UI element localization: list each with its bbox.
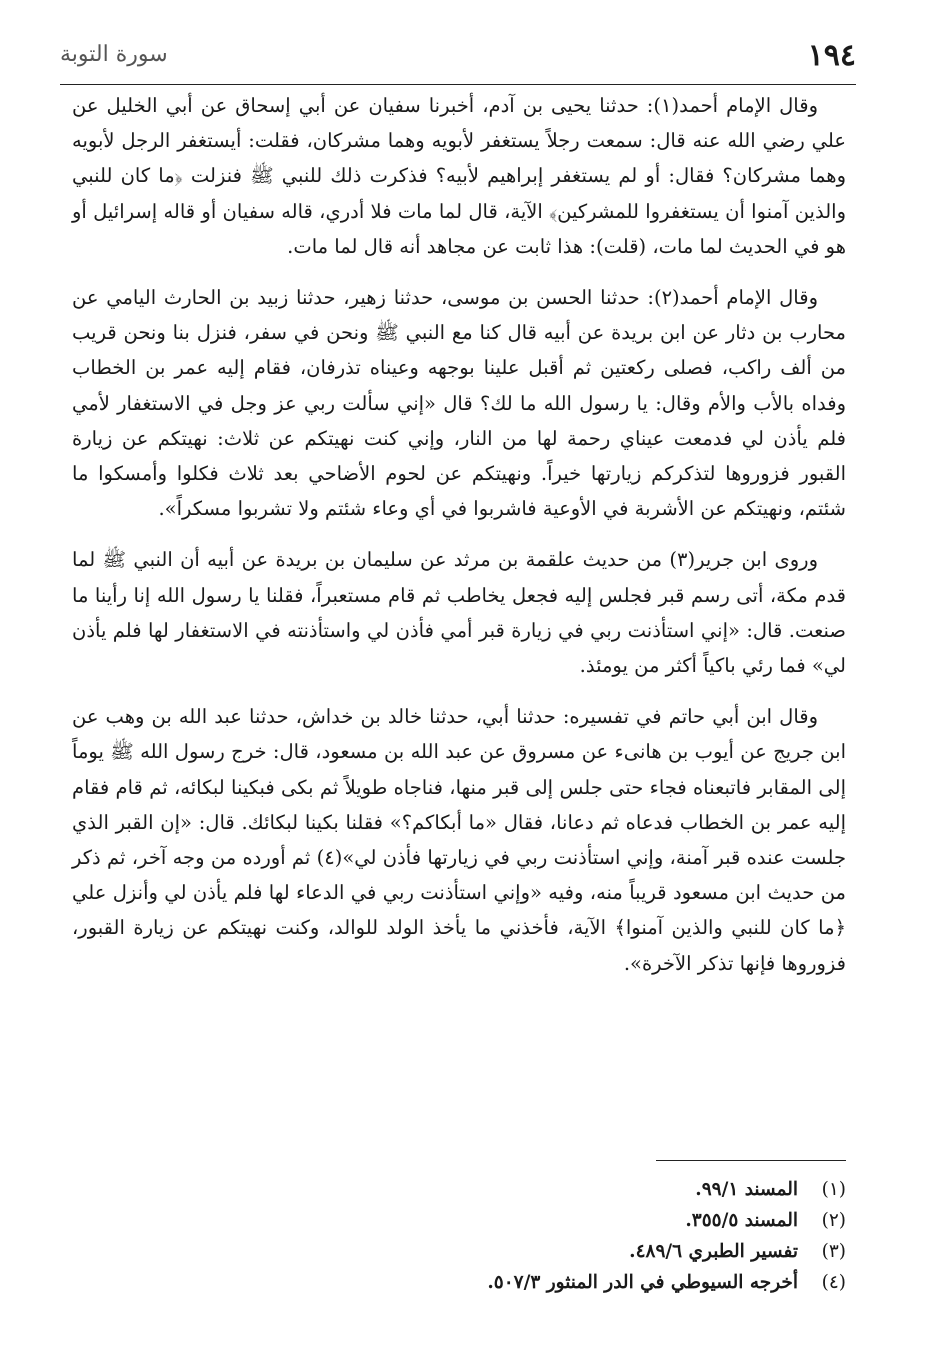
surah-title: سورة التوبة bbox=[60, 42, 168, 67]
footnote-text: المسند ٣٥٥/٥. bbox=[685, 1210, 798, 1231]
paragraph-3: وروى ابن جرير(٣) من حديث علقمة بن مرثد عن سليمان بن بريدة عن أبيه أن النبي ﷺ لما قدم مكة، أتى رسم قبر فجلس إليه فجعل يخاطب ثم قام مستعبراً، فقلنا يا رسول الله إنا رأينا ما صنعت. قال: «إني استأذنت ربي في زيارة قبر أمي فأذن لي واستأذنته في الاستغفار لها فلم يأذن لي» فما رئي باكياً أكثر من يومئذ. bbox=[72, 548, 846, 678]
footnote-3 bbox=[72, 1236, 846, 1267]
main-text bbox=[72, 88, 846, 997]
footnote-1 bbox=[72, 1174, 846, 1205]
footnote-2 bbox=[72, 1205, 846, 1236]
footnote-text: أخرجه السيوطي في الدر المنثور ٥٠٧/٣. bbox=[487, 1272, 798, 1293]
footnote-text: تفسير الطبري ٤٨٩/٦. bbox=[629, 1241, 798, 1262]
footnote-number: (٢) bbox=[821, 1210, 846, 1231]
footnote-number: (٤) bbox=[821, 1272, 846, 1293]
footnote-text: المسند ٩٩/١. bbox=[695, 1179, 798, 1200]
page-header bbox=[60, 30, 856, 85]
footnote-number: (٣) bbox=[821, 1241, 846, 1262]
footnote-number: (١) bbox=[821, 1179, 846, 1200]
footnotes bbox=[72, 1174, 846, 1298]
paragraph-4: وقال ابن أبي حاتم في تفسيره: حدثنا أبي، حدثنا خالد بن خداش، حدثنا عبد الله بن وهب عن ابن جريج عن أيوب بن هانىء عن مسروق عن عبد الله بن مسعود، قال: خرج رسول الله ﷺ يوماً إلى المقابر فاتبعناه فجاء حتى جلس إلى قبر منها، فناجاه طويلاً ثم بكى فبكينا لبكائه، ثم قام فقام إليه عمر بن الخطاب فدعاه ثم دعانا، فقال «ما أبكاكم؟» فقلنا بكينا لبكائك. قال: «إن القبر الذي جلست عنده قبر آمنة، وإني استأذنت ربي في زيارتها فأذن لي»(٤) ثم أورده من وجه آخر، ثم ذكر من حديث ابن مسعود قريباً منه، وفيه «وإني استأذنت ربي في الدعاء لها فلم يأذن لي وأنزل علي ﴿ما كان للنبي والذين آمنوا﴾ الآية، فأخذني ما يأخذ الولد للوالد، وكنت نهيتكم عن زيارة القبور، فزوروها فإنها تذكر الآخرة». bbox=[72, 705, 846, 975]
footnote-divider bbox=[656, 1160, 846, 1161]
paragraph-1: وقال الإمام أحمد(١): حدثنا يحيى بن آدم، أخبرنا سفيان عن أبي إسحاق عن أبي الخليل عن علي رضي الله عنه قال: سمعت رجلاً يستغفر لأبويه وهما مشركان، فقلت: أيستغفر الرجل لأبويه وهما مشركان؟ فقال: أو لم يستغفر إبراهيم لأبيه؟ فذكرت ذلك للنبي ﷺ فنزلت ﴿ما كان للنبي والذين آمنوا أن يستغفروا للمشركين﴾ الآية، قال لما مات فلا أدري، قاله سفيان أو قاله إسرائيل أو هو في الحديث لما مات، (قلت): هذا ثابت عن مجاهد أنه قال لما مات. bbox=[72, 94, 846, 258]
page-number: ١٩٤ bbox=[807, 38, 856, 73]
footnote-4 bbox=[72, 1267, 846, 1298]
paragraph-2: وقال الإمام أحمد(٢): حدثنا الحسن بن موسى، حدثنا زهير، حدثنا زبيد بن الحارث اليامي عن محارب بن دثار عن ابن بريدة عن أبيه قال كنا مع النبي ﷺ ونحن في سفر، فنزل بنا ونحن قريب من ألف راكب، فصلى ركعتين ثم أقبل علينا بوجهه وعيناه تذرفان، فقام إليه عمر بن الخطاب وفداه بالأب والأم وقال: يا رسول الله ما لك؟ قال «إني سألت ربي عز وجل في الاستغفار لأمي فلم يأذن لي فدمعت عيناي رحمة لها من النار، وإني كنت نهيتكم عن ثلاث: نهيتكم عن زيارة القبور فزوروها لتذكركم زيارتها خيراً. ونهيتكم عن لحوم الأضاحي بعد ثلاث فكلوا وأمسكوا ما شئتم، ونهيتكم عن الأشربة في الأوعية فاشربوا في أي وعاء شئتم ولا تشربوا مسكراً». bbox=[72, 286, 846, 521]
